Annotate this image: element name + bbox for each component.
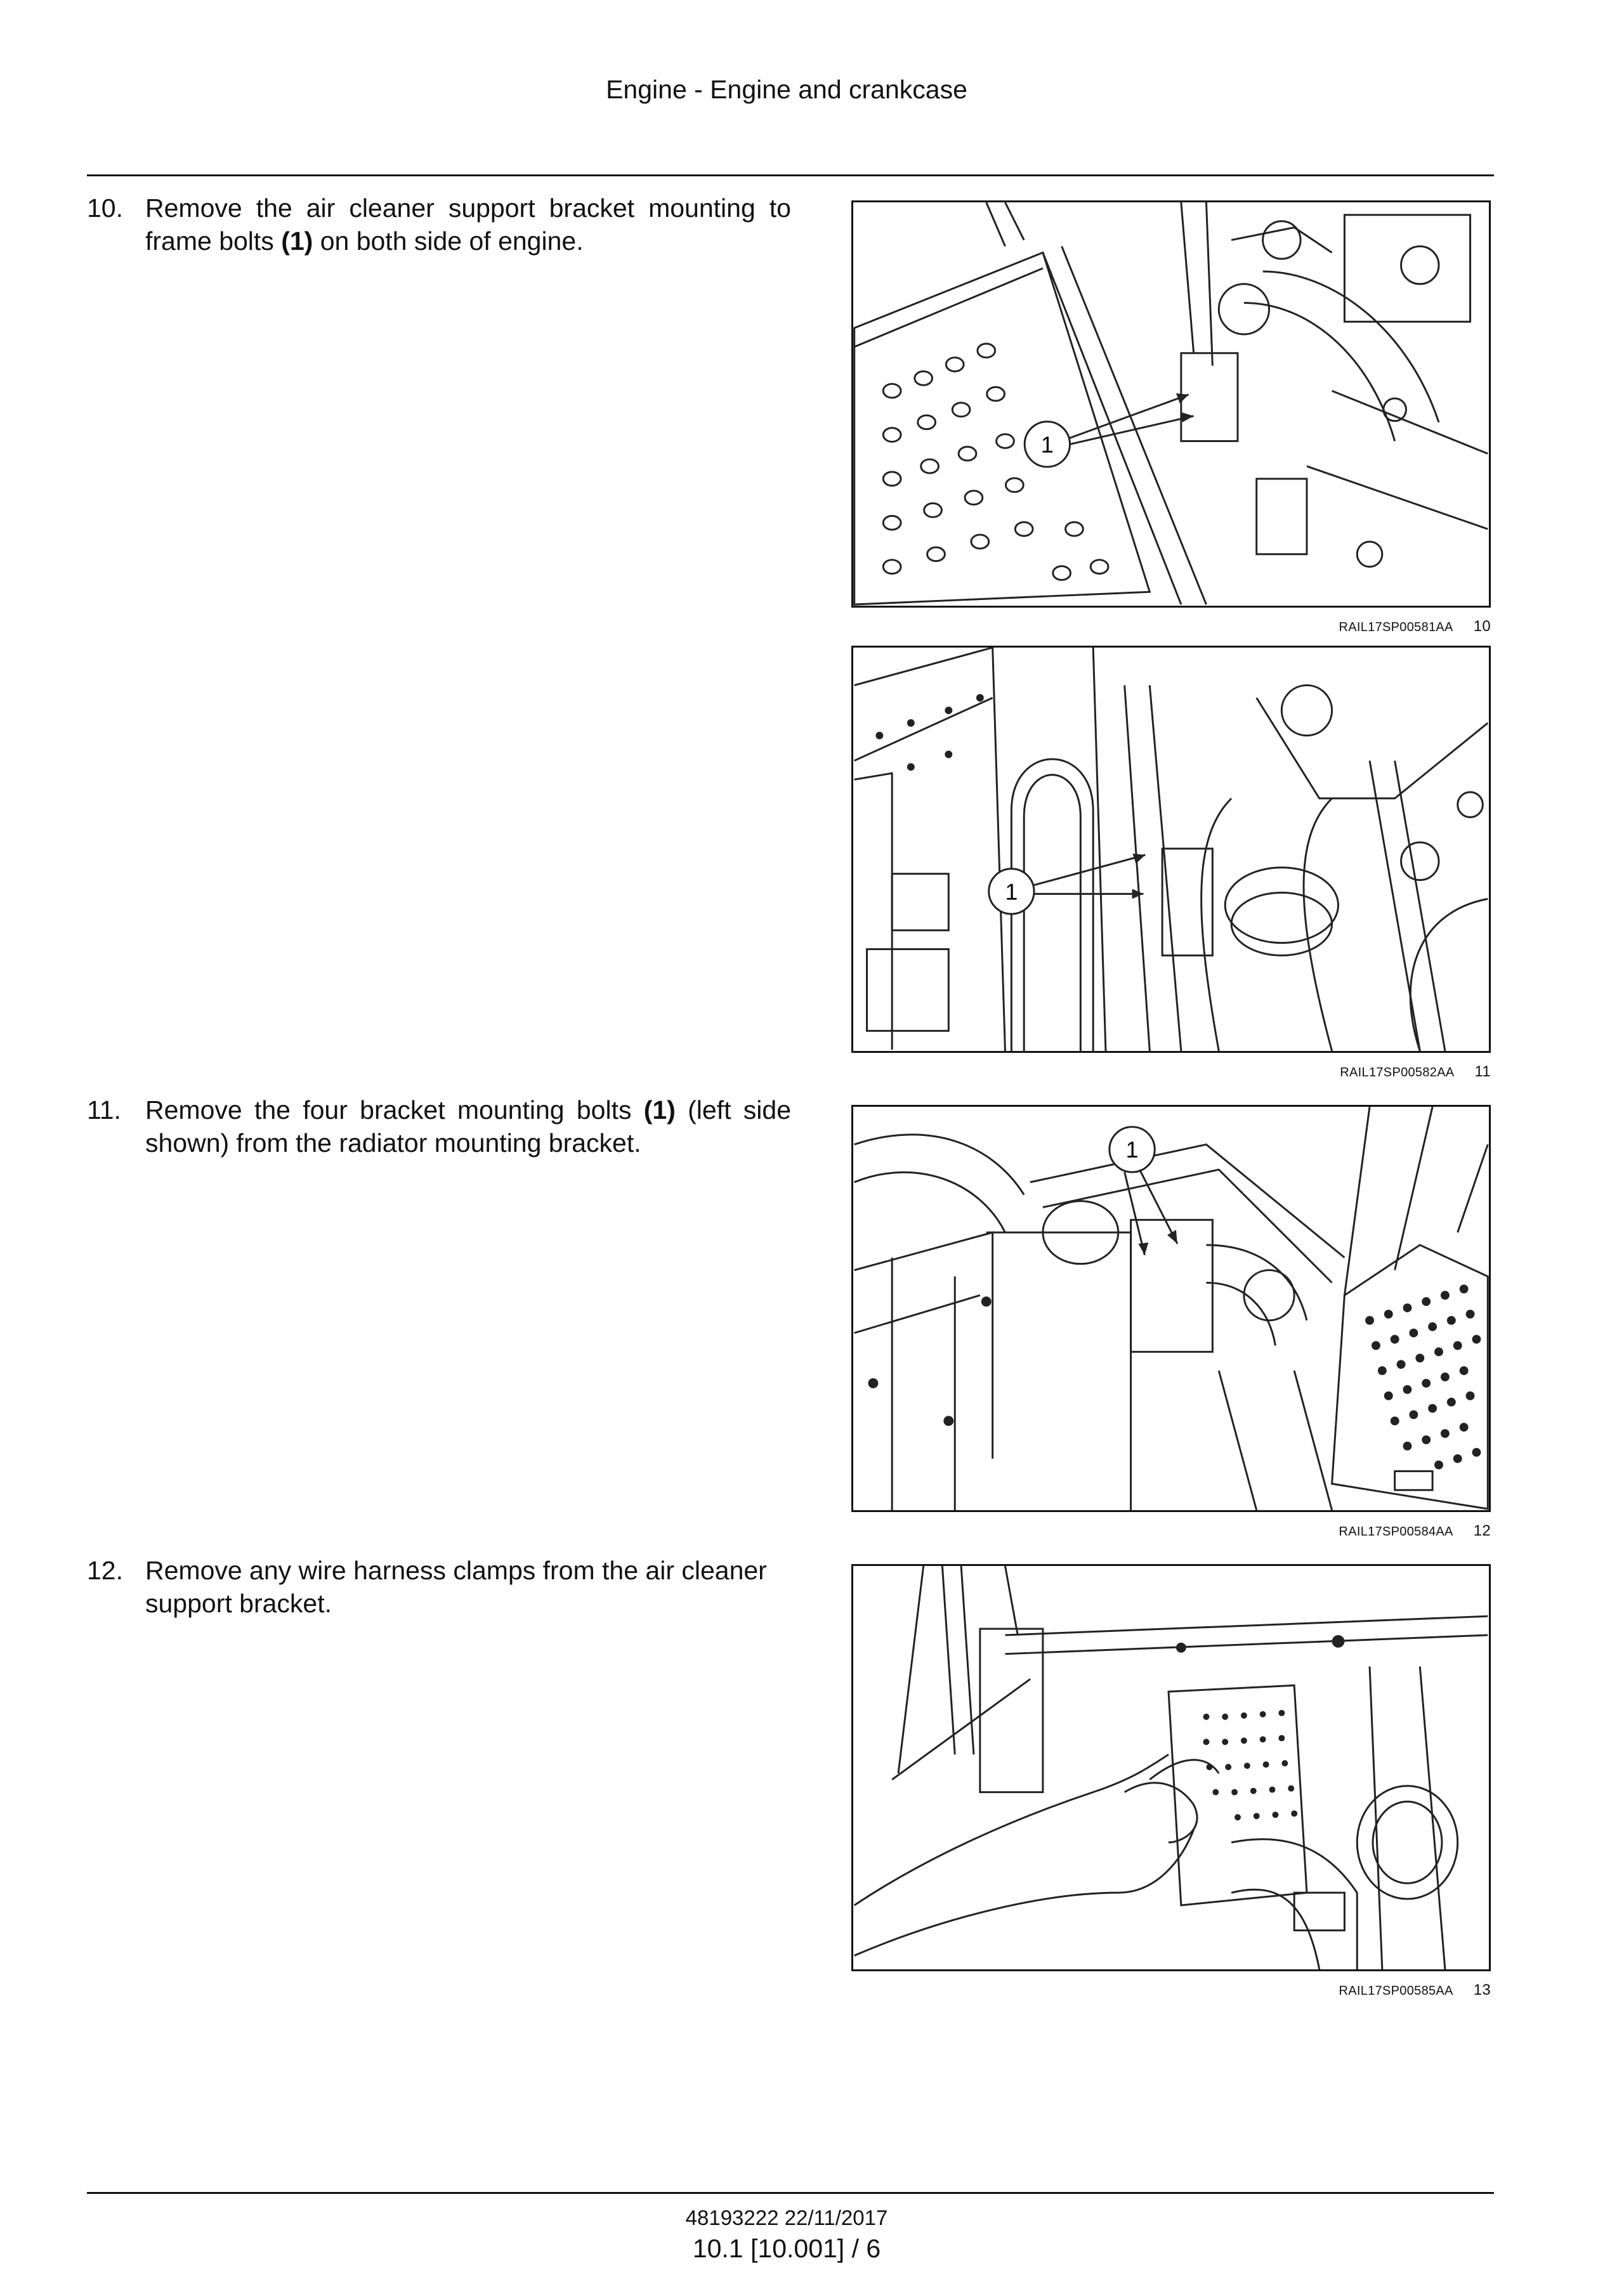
callout-label: 1 [1040,432,1054,458]
step-text: Remove the air cleaner support bracket mounting to frame bolts (1) on both side of engine. [145,193,791,256]
line-illustration [853,202,1489,606]
step-10 [87,192,791,258]
step-number: 11. [87,1095,121,1125]
step-12 [87,1554,791,1620]
figure-wire-harness-clamps [851,1564,1491,1971]
page-header-title: Engine - Engine and crankcase [606,75,967,104]
figure-radiator-bracket-bolts [851,1105,1491,1512]
step-text: Remove any wire harness clamps from the air cleaner support bracket. [145,1556,767,1618]
footer-rule [87,2192,1494,2194]
footer-page-reference: 10.1 [10.001] / 6 [692,2234,881,2263]
line-illustration [853,648,1489,1051]
callout-label: 1 [1005,879,1018,905]
step-11 [87,1093,791,1159]
header-rule [87,174,1494,176]
footer-document-reference: 48193222 22/11/2017 [685,2206,888,2229]
figure-reference-13: RAIL17SP00585AA 13 [1339,1981,1491,1999]
line-illustration [853,1566,1489,1969]
step-text: Remove the four bracket mounting bolts (1) (left side shown) from the radiator mounting bracket. [145,1095,791,1158]
figure-reference-11: RAIL17SP00582AA 11 [1340,1063,1491,1080]
figure-air-cleaner-bracket-other-side [851,646,1491,1053]
step-number: 10. [87,193,123,223]
callout-label: 1 [1125,1137,1139,1163]
figure-reference-12: RAIL17SP00584AA 12 [1339,1522,1491,1539]
figure-air-cleaner-bracket-bolts [851,200,1491,608]
step-number: 12. [87,1556,123,1585]
figure-reference-10: RAIL17SP00581AA 10 [1339,618,1491,635]
line-illustration [853,1107,1489,1510]
